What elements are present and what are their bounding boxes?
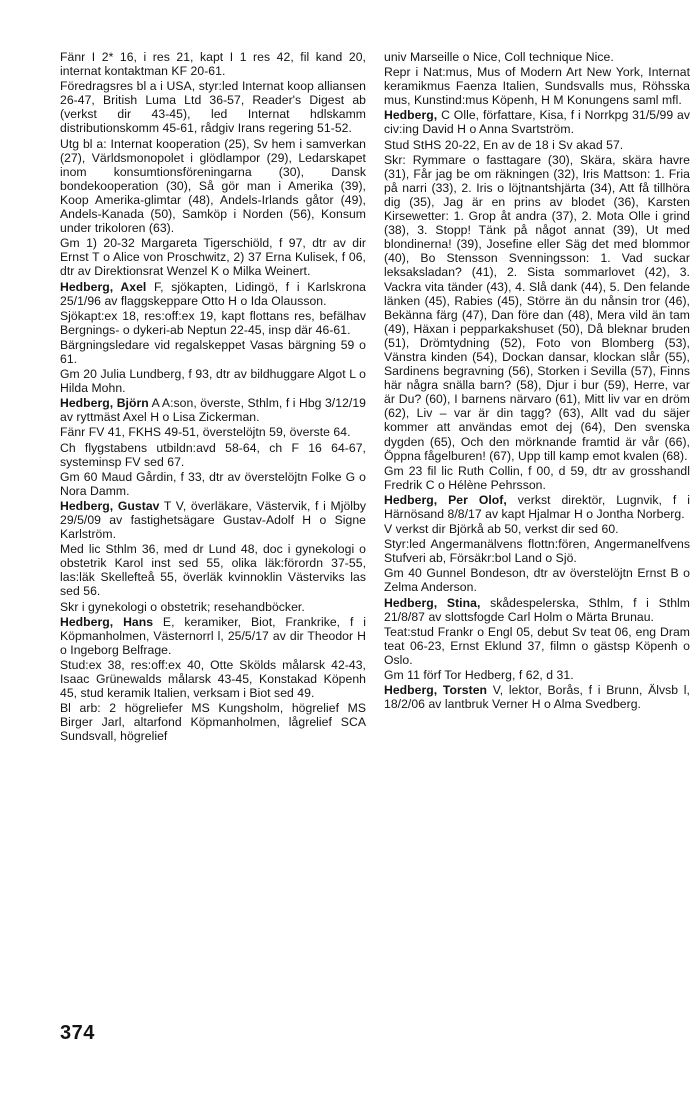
entry-paragraph [60, 280, 366, 308]
entry-text: Gm 11 förf Tor Hedberg, f 62, d 31. [384, 668, 574, 683]
entry-text: Utg bl a: Internat kooperation (25), Sv hem i samverkan (27), Världsmonopolet i glödlampor (29), Ledarskapet inom konsumtionsföreningarna (30), Dansk bondekooperation (30), Så gör man i Amerika (39), Koop Amerika-glimtar (48), Andels-Irlands gåtor (49), Andels-Kanada (50), Samköp i Norden (56), Konsum under trikoloren (63). [60, 136, 366, 236]
entry-text: T V, överläkare, Västervik, f i Mjölby 29/5/09 av fastighetsägare Gustav-Adolf H o Signe Karlström. [60, 498, 367, 542]
text-paragraph [60, 367, 366, 395]
entry-text: univ Marseille o Nice, Coll technique Nice. [384, 50, 614, 64]
entry-name: Hedberg, Axel [60, 279, 147, 294]
text-paragraph [60, 425, 366, 439]
entry-paragraph [60, 499, 366, 541]
entry-text: Bärgningsledare vid regalskeppet Vasas bärgning 59 o 61. [60, 337, 366, 366]
entry-text: Stud StHS 20-22, En av de 18 i Sv akad 57. [384, 137, 624, 152]
entry-text: Fänr I 2* 16, i res 21, kapt I 1 res 42, fil kand 20, internat kontaktman KF 20-61. [60, 50, 366, 79]
entry-paragraph [384, 596, 690, 624]
entry-text: F, sjökapten, Lidingö, f i Karlskrona 25/1/96 av flaggskeppare Otto H o Ida Olausson. [60, 279, 366, 308]
text-paragraph [384, 464, 690, 492]
entry-text: Repr i Nat:mus, Mus of Modern Art New York, Internat keramikmus Faenza Italien, Sundsvalls mus, Röhsska mus, Kunstind:mus Köpenh, H M Konungens saml mfl. [384, 65, 690, 108]
entry-text: verkst direktör, Lugnvik, f i Härnösand 8/8/17 av kapt Hjalmar H o Jontha Norberg. [384, 492, 690, 521]
text-paragraph [60, 441, 366, 469]
text-paragraph [60, 470, 366, 498]
entry-text: Ch flygstabens utbildn:avd 58-64, ch F 16 64-67, systeminsp FV sed 67. [60, 440, 366, 469]
text-paragraph [384, 50, 690, 64]
entry-paragraph [384, 683, 690, 711]
entry-text: Sjökapt:ex 18, res:off:ex 19, kapt flottans res, befälhav Bergnings- o dykeri-ab Neptun 22-45, insp där 46-61. [60, 308, 366, 337]
text-paragraph [384, 537, 690, 565]
entry-text: Stud:ex 38, res:off:ex 40, Otte Skölds målarsk 42-43, Isaac Grünewalds målarsk 43-45, Konstakad Köpenh 45, stud keramik Italien, verksam i Biot sed 49. [60, 657, 366, 701]
entry-name: Hedberg, Björn [60, 396, 149, 411]
text-paragraph [60, 338, 366, 366]
entry-text: Gm 60 Maud Gårdin, f 33, dtr av överstelöjtn Folke G o Nora Damm. [60, 469, 366, 498]
entry-text: Föredragsres bl a i USA, styr:led Internat koop alliansen 26-47, British Luma Ltd 36-57, Reader's Digest ab (verkst dir 43-45), led Internat hdlskamm distributionskomm 45-61, rådgiv Irans regering 51-52. [60, 79, 366, 136]
text-paragraph [60, 600, 366, 614]
right-column [384, 50, 690, 711]
entry-text: A A:son, överste, Sthlm, f i Hbg 3/12/19 av ryttmäst Axel H o Lisa Zickerman. [60, 396, 366, 425]
entry-text: Skr: Rymmare o fasttagare (30), Skära, skära havre (31), Får jag be om räkningen (32), Iris Mattson: 1. Fria på narri (33), 2. Iris o löjtnantshjärta (34), Att få tillhöra dig (35), Jag är en prins av blodet (36), Karsten Kirsewetter: 1. Grop åt andra (37), 2. Mota Olle i grind (38), 3. Stopp! Tänk på något annat (39), Ut med blondinerna! (39), Josefine eller Säg det med blommor (40), Bo Stensson Svenningsson: 1. Vad suckar leksaksladan? (41), 2. Sista sommarlovet (42), 3. Vackra vita tänder (43), 4. Slå dank (44), 5. Den felande länken (45), Rabies (45), Större än du nånsin tror (46), Bekänna färg (47), Dan före dan (48), Mera vild än tam (49), Häxan i pepparkakshuset (50), Då bleknar bruden (51), Drömtydning (52), Foto von Blomberg (53), Vänstra kinden (54), Dockan dansar, klockan slår (55), Sardinens begravning (56), Storken i Sevilla (57), Finns här några snälla barn? (58), Djur i bur (59), Herre, var är Du? (60), I barnens närvaro (61), Mitt liv var en dröm (62), Liv – var är din tagg? (63), Allt vad du säjer kommer att användas emot dej (64), Den svenska dygden (65), Och den mörknande framtid är vår (66), Öppna fågelburen! (67), Upp till kamp emot kvalen (68). [384, 152, 690, 463]
entry-text: Bl arb: 2 högreliefer MS Kungsholm, högrelief MS Birger Jarl, altarfond Köpmanholmen, lågrelief SCA Sundsvall, högrelief [60, 701, 366, 744]
entry-text: Teat:stud Frankr o Engl 05, debut Sv teat 06, eng Dram teat 06-23, Ernst Eklund 37, filmn o gästsp Köpenh o Oslo. [384, 624, 690, 667]
page-number: 374 [60, 1022, 95, 1044]
text-paragraph [384, 138, 690, 152]
entry-paragraph [60, 615, 366, 657]
entry-name: Hedberg, Gustav [60, 498, 160, 513]
entry-name: Hedberg, Hans [60, 614, 154, 629]
entry-text: Med lic Sthlm 36, med dr Lund 48, doc i gynekologi o obstetrik Karol inst sed 55, olika läk:förordn 37-55, las:läk Skellefteå 55, överläk kvinnoklin Västerviks las sed 56. [60, 542, 366, 599]
entry-text: V, lektor, Borås, f i Brunn, Älvsb l, 18/2/06 av lantbruk Verner H o Alma Svedberg. [384, 683, 690, 712]
entry-name: Hedberg, Torsten [384, 683, 488, 698]
entry-text: E, keramiker, Biot, Frankrike, f i Köpmanholmen, Västernorrl l, 25/5/17 av dir Theodor H o Ingeborg Belfrage. [60, 614, 366, 657]
text-paragraph [60, 309, 366, 337]
entry-paragraph [384, 493, 690, 521]
entry-name: Hedberg, [384, 108, 438, 123]
entry-name: Hedberg, Per Olof, [384, 492, 507, 507]
entry-text: Styr:led Angermanälvens flottn:fören, Angermanelfvens Stufveri ab, Försäkr:bol Land o Sjö. [384, 537, 690, 566]
text-paragraph [60, 79, 366, 135]
text-paragraph [60, 701, 366, 743]
entry-text: Gm 40 Gunnel Bondeson, dtr av överstelöjtn Ernst B o Zelma Anderson. [384, 566, 690, 595]
entry-text: Gm 1) 20-32 Margareta Tigerschiöld, f 97, dtr av dir Ernst T o Alice von Proschwitz, 2) 37 Erna Kulisek, f 06, dtr av Direktionsrat Wenzel K o Milka Weinert. [60, 236, 366, 279]
text-paragraph [60, 542, 366, 598]
entry-text: Skr i gynekologi o obstetrik; resehandböcker. [60, 599, 305, 614]
text-paragraph [60, 236, 366, 278]
entry-text: Fänr FV 41, FKHS 49-51, överstelöjtn 59, överste 64. [60, 425, 351, 440]
entry-text: skådespelerska, Sthlm, f i Sthlm 21/8/87 av slottsfogde Carl Holm o Märta Brunau. [384, 595, 691, 624]
text-paragraph [384, 65, 690, 107]
text-paragraph [60, 137, 366, 236]
text-paragraph [384, 668, 690, 682]
text-paragraph [384, 522, 690, 536]
text-paragraph [60, 658, 366, 700]
entry-text: V verkst dir Björkå ab 50, verkst dir sed 60. [384, 522, 619, 537]
text-paragraph [384, 625, 690, 667]
text-paragraph [384, 153, 690, 463]
left-column [60, 50, 366, 744]
entry-text: Gm 23 fil lic Ruth Collin, f 00, d 59, dtr av grosshandl Fredrik C o Hélène Pehrsson. [384, 463, 690, 492]
text-paragraph [60, 50, 366, 78]
entry-paragraph [60, 396, 366, 424]
text-paragraph [384, 566, 690, 594]
entry-text: C Olle, författare, Kisa, f i Norrkpg 31/5/99 av civ:ing David H o Anna Svartström. [384, 108, 690, 137]
entry-text: Gm 20 Julia Lundberg, f 93, dtr av bildhuggare Algot L o Hilda Mohn. [60, 367, 366, 396]
entry-name: Hedberg, Stina, [384, 595, 481, 610]
entry-paragraph [384, 108, 690, 136]
